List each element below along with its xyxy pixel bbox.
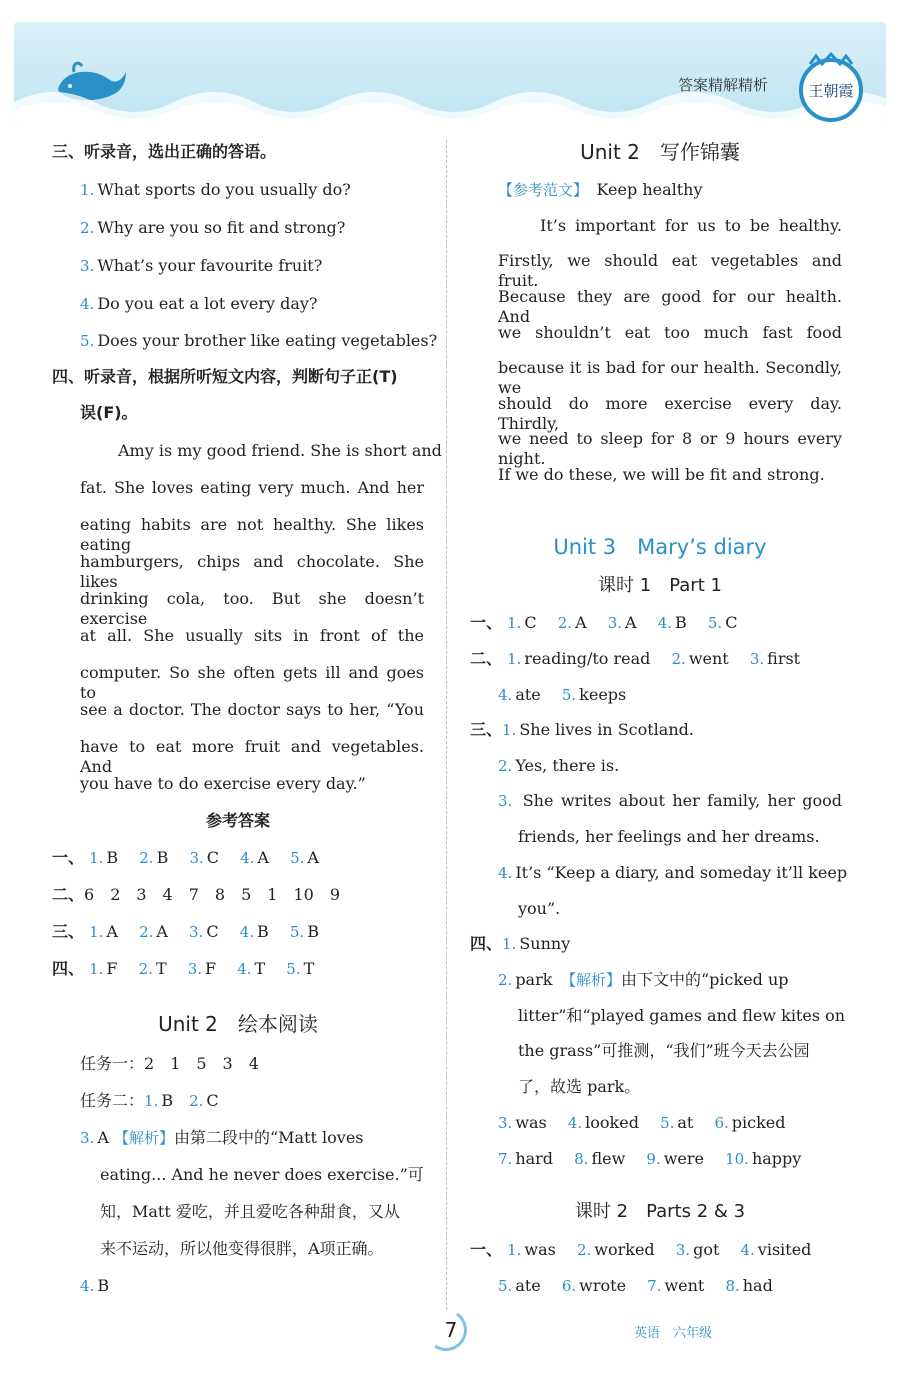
column-divider: [446, 140, 447, 1310]
l2-row1: 一、 1. was 2. worked 3. got 4. visited: [470, 1240, 812, 1259]
l2-row2: 5. ate 6. wrote 7. went 8. had: [498, 1276, 773, 1295]
passage-line: have to eat more fruit and vegetables. And: [80, 737, 424, 776]
list-item: 1. What sports do you usually do?: [80, 180, 351, 199]
essay-line: we shouldn’t eat too much fast food: [498, 323, 842, 342]
essay-line: should do more exercise every day. Thirdly,: [498, 394, 842, 433]
section-4-title-cont: 误(F)。: [80, 403, 138, 422]
passage-line: Amy is my good friend. She is short and: [118, 441, 442, 460]
passage-line: fat. She loves eating very much. And her: [80, 478, 424, 497]
answer-row-2: 二、6 2 3 4 7 8 5 1 10 9: [52, 885, 340, 904]
answer-row-4: 四、 1. F 2. T 3. F 4. T 5. T: [52, 959, 315, 978]
r4-row3: 3. was 4. looked 5. at 6. picked: [498, 1113, 786, 1132]
essay-line: Firstly, we should eat vegetables and fruit.: [498, 251, 842, 290]
section-3-title: 三、听录音，选出正确的答语。: [52, 142, 277, 161]
essay-line: Because they are good for our health. And: [498, 287, 842, 326]
passage-line: at all. She usually sits in front of the: [80, 626, 424, 645]
r4-row: 四、1. Sunny: [470, 934, 571, 953]
answer-row-3: 三、 1. A 2. A 3. C 4. B 5. B: [52, 922, 319, 941]
section-4-title: 四、听录音，根据所听短文内容，判断句子正(T): [52, 367, 398, 386]
r1-row: 一、 1. C 2. A 3. A 4. B 5. C: [470, 613, 738, 632]
passage-line: eating habits are not healthy. She likes eating: [80, 515, 424, 554]
q3-explain-line: 知，Matt 爱吃，并且爱吃各种甜食，又从: [100, 1202, 400, 1221]
r2-row: 二、 1. reading/to read 2. went 3. first: [470, 649, 801, 668]
unit2-writing-title: Unit 2 写作锦囊: [580, 140, 740, 164]
answer-row-1: 一、 1. B 2. B 3. C 4. A 5. A: [52, 848, 319, 867]
task1-row: 任务一：2 1 5 3 4: [80, 1054, 259, 1073]
r3-row: 三、1. She lives in Scotland.: [470, 720, 694, 739]
essay-line: because it is bad for our health. Secondly, we: [498, 358, 842, 397]
svg-text:王朝霞: 王朝霞: [808, 82, 854, 100]
list-item: 5. Does your brother like eating vegetables?: [80, 331, 438, 350]
q3-row: 3. A 【解析】由第二段中的“Matt loves: [80, 1128, 364, 1147]
brand-logo: [796, 50, 866, 122]
r3-row-cont: friends, her feelings and her dreams.: [518, 827, 820, 846]
passage-line: drinking cola, too. But she doesn’t exercise: [80, 589, 424, 628]
list-item: 2. Why are you so fit and strong?: [80, 218, 346, 237]
r3-row: 2. Yes, there is.: [498, 756, 620, 775]
r4-q2-explain: 了，故选 park。: [518, 1077, 641, 1096]
r3-row: 3. She writes about her family, her good: [498, 791, 842, 810]
page-header: [14, 22, 886, 122]
essay-line: It’s important for us to be healthy.: [540, 216, 842, 235]
passage-line: you have to do exercise every day.”: [80, 774, 366, 793]
r4-q2: 2. park 【解析】由下文中的“picked up: [498, 970, 789, 989]
passage-line: hamburgers, chips and chocolate. She likes: [80, 552, 424, 591]
page-number: 7: [444, 1318, 458, 1342]
r4-q2-explain: the grass”可推测，“我们”班今天去公园: [518, 1041, 810, 1060]
list-item: 3. What’s your favourite fruit?: [80, 256, 323, 275]
ref-essay-heading: 【参考范文】 Keep healthy: [498, 180, 703, 199]
r4-row4: 7. hard 8. flew 9. were 10. happy: [498, 1149, 802, 1168]
header-title: 答案精解精析: [677, 76, 768, 94]
lesson1-title: 课时 1 Part 1: [598, 575, 722, 596]
task2-row: 任务二：1. B 2. C: [80, 1091, 219, 1110]
passage-line: see a doctor. The doctor says to her, “You: [80, 700, 424, 719]
answers-title: 参考答案: [205, 811, 270, 830]
q4-row: 4. B: [80, 1276, 110, 1295]
lesson2-title: 课时 2 Parts 2 & 3: [574, 1201, 746, 1222]
r3-row-cont: you”.: [518, 899, 561, 918]
essay-line: we need to sleep for 8 or 9 hours every night.: [498, 429, 842, 468]
footer-subject: 英语 六年级: [634, 1326, 713, 1341]
unit2-reading-title: Unit 2 绘本阅读: [158, 1012, 318, 1036]
q3-explain-line: eating... And he never does exercise.”可: [100, 1165, 424, 1184]
list-item: 4. Do you eat a lot every day?: [80, 294, 318, 313]
r2-row-cont: 4. ate 5. keeps: [498, 685, 627, 704]
r3-row: 4. It’s “Keep a diary, and someday it’ll keep: [498, 863, 848, 882]
r4-q2-explain: litter”和“played games and flew kites on: [518, 1006, 846, 1025]
unit3-title: Unit 3 Mary’s diary: [553, 535, 767, 559]
passage-line: computer. So she often gets ill and goes to: [80, 663, 424, 702]
q3-explain-line: 来不运动，所以他变得很胖，A项正确。: [100, 1239, 384, 1258]
essay-line: If we do these, we will be fit and strong.: [498, 465, 825, 484]
